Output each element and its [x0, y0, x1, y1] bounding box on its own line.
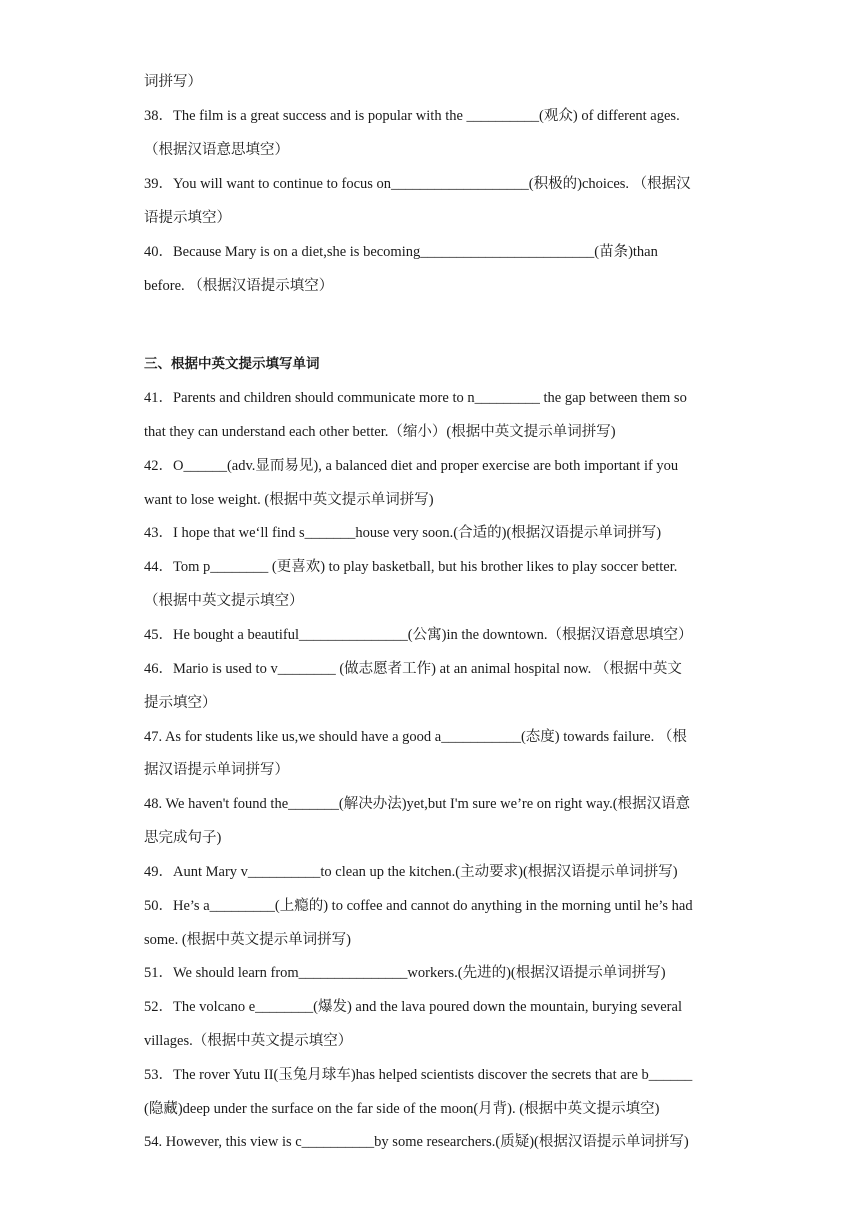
question-41: 41．Parents and children should communicate more to n_________ the gap between them so — [144, 390, 687, 406]
question-38: 38．The film is a great success and is popular with the __________(观众) of different ages. — [144, 108, 680, 124]
question-54: 54. However, this view is c__________by some researchers.(质疑)(根据汉语提示单词拼写) — [144, 1134, 689, 1150]
text-line: 据汉语提示单词拼写） — [144, 762, 289, 778]
question-48: 48. We haven't found the_______(解决办法)yet,but I'm sure we’re on right way.(根据汉语意 — [144, 796, 691, 812]
question-44: 44．Tom p________ (更喜欢) to play basketball, but his brother likes to play soccer better. — [144, 559, 678, 575]
text-line: （根据中英文提示填空） — [144, 593, 304, 609]
section-title: 三、根据中英文提示填写单词 — [144, 356, 320, 372]
question-49: 49．Aunt Mary v__________to clean up the kitchen.(主动要求)(根据汉语提示单词拼写) — [144, 864, 678, 880]
question-43: 43．I hope that we‘ll find s_______house very soon.(合适的)(根据汉语提示单词拼写) — [144, 525, 662, 541]
question-46: 46．Mario is used to v________ (做志愿者工作) at an animal hospital now. （根据中英文 — [144, 661, 682, 677]
text-line: some. (根据中英文提示单词拼写) — [144, 932, 352, 948]
text-line: 词拼写） — [144, 74, 202, 90]
text-line: villages.（根据中英文提示填空） — [144, 1033, 353, 1049]
text-line: 语提示填空） — [144, 210, 231, 226]
text-line: before. （根据汉语提示填空） — [144, 278, 334, 294]
question-53: 53．The rover Yutu II(玉兔月球车)has helped scientists discover the secrets that are b______ — [144, 1067, 693, 1083]
question-52: 52．The volcano e________(爆发) and the lava poured down the mountain, burying several — [144, 999, 682, 1015]
text-line: (隐藏)deep under the surface on the far side of the moon(月背). (根据中英文提示填空) — [144, 1101, 660, 1117]
question-51: 51．We should learn from_______________workers.(先进的)(根据汉语提示单词拼写) — [144, 965, 666, 981]
text-line: （根据汉语意思填空） — [144, 142, 289, 158]
question-50: 50．He’s a_________(上瘾的) to coffee and cannot do anything in the morning until he’s had — [144, 898, 693, 914]
text-line: want to lose weight. (根据中英文提示单词拼写) — [144, 492, 434, 508]
text-line: that they can understand each other better.（缩小）(根据中英文提示单词拼写) — [144, 424, 616, 440]
question-47: 47. As for students like us,we should have a good a___________(态度) towards failure. （根 — [144, 729, 687, 745]
question-40: 40．Because Mary is on a diet,she is becoming________________________(苗条)than — [144, 244, 658, 260]
question-42: 42．O______(adv.显而易见), a balanced diet and proper exercise are both important if you — [144, 458, 679, 474]
question-45: 45．He bought a beautiful_______________(公寓)in the downtown.（根据汉语意思填空） — [144, 627, 693, 643]
question-39: 39．You will want to continue to focus on___________________(积极的)choices. （根据汉 — [144, 176, 691, 192]
text-line: 思完成句子) — [144, 830, 222, 846]
text-line: 提示填空） — [144, 695, 217, 711]
